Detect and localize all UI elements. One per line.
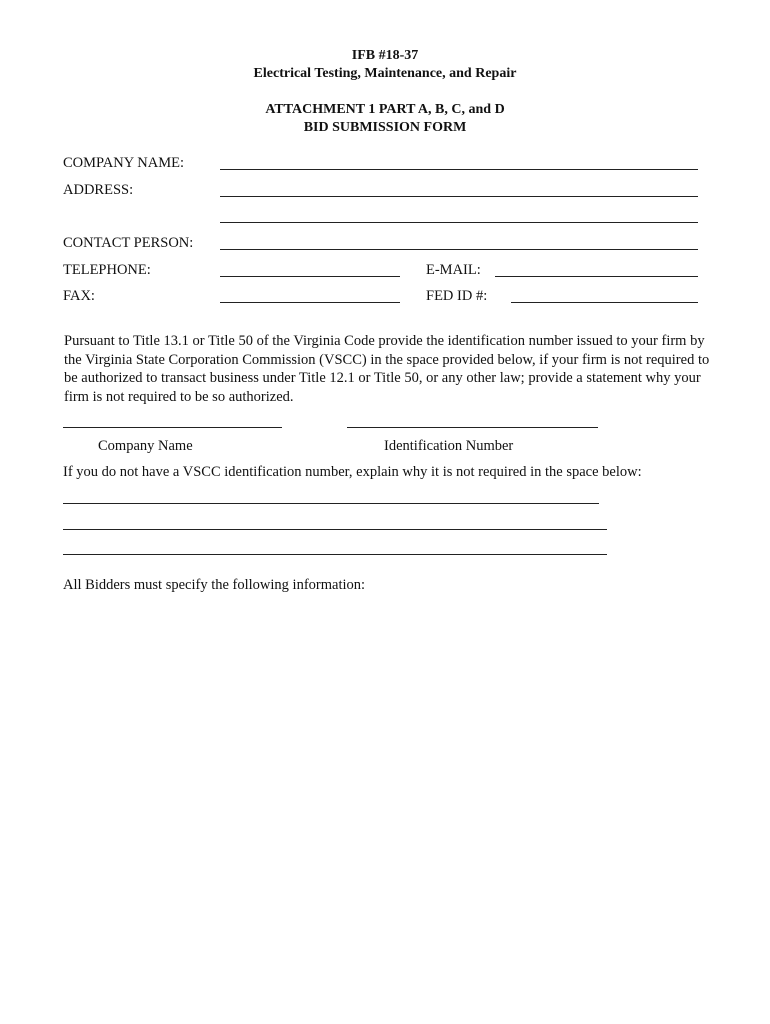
bidders-instruction: All Bidders must specify the following information: xyxy=(63,577,366,593)
fed-id-label: FED ID #: xyxy=(426,288,488,304)
vscc-instructions: Pursuant to Title 13.1 or Title 50 of the Virginia Code provide the identification number issued to your firm by the Virginia State Corporation Commission (VSCC) in the space provided below, if your firm is not required to be authorized to transact business under Title 12.1 or Title 50, or any other law; provide a statement why your firm is not required to be so authorized. xyxy=(64,333,710,405)
form-title: BID SUBMISSION FORM xyxy=(303,120,467,135)
vscc-id-number-field[interactable] xyxy=(347,427,598,428)
contact-person-field[interactable] xyxy=(220,249,698,250)
ifb-number: IFB #18-37 xyxy=(351,48,419,63)
telephone-label: TELEPHONE: xyxy=(63,262,151,278)
address-field-line-2[interactable] xyxy=(220,222,698,223)
contact-person-label: CONTACT PERSON: xyxy=(63,235,194,251)
vscc-company-name-field[interactable] xyxy=(63,427,282,428)
company-name-caption: Company Name xyxy=(98,438,193,454)
id-number-caption: Identification Number xyxy=(384,438,514,454)
explanation-line-1[interactable] xyxy=(63,503,599,504)
fed-id-field[interactable] xyxy=(511,302,698,303)
email-label: E-MAIL: xyxy=(426,262,481,278)
fax-field[interactable] xyxy=(220,302,400,303)
attachment-heading: ATTACHMENT 1 PART A, B, C, and D xyxy=(265,102,505,117)
email-field[interactable] xyxy=(495,276,698,277)
company-name-label: COMPANY NAME: xyxy=(63,155,184,171)
document-subtitle: Electrical Testing, Maintenance, and Repair xyxy=(253,66,517,81)
fax-label: FAX: xyxy=(63,288,95,304)
telephone-field[interactable] xyxy=(220,276,400,277)
company-name-field[interactable] xyxy=(220,169,698,170)
explanation-line-2[interactable] xyxy=(63,529,607,530)
address-field-line-1[interactable] xyxy=(220,196,698,197)
address-label: ADDRESS: xyxy=(63,182,134,198)
explanation-line-3[interactable] xyxy=(63,554,607,555)
explain-prompt: If you do not have a VSCC identification number, explain why it is not required in the space below: xyxy=(63,464,642,480)
